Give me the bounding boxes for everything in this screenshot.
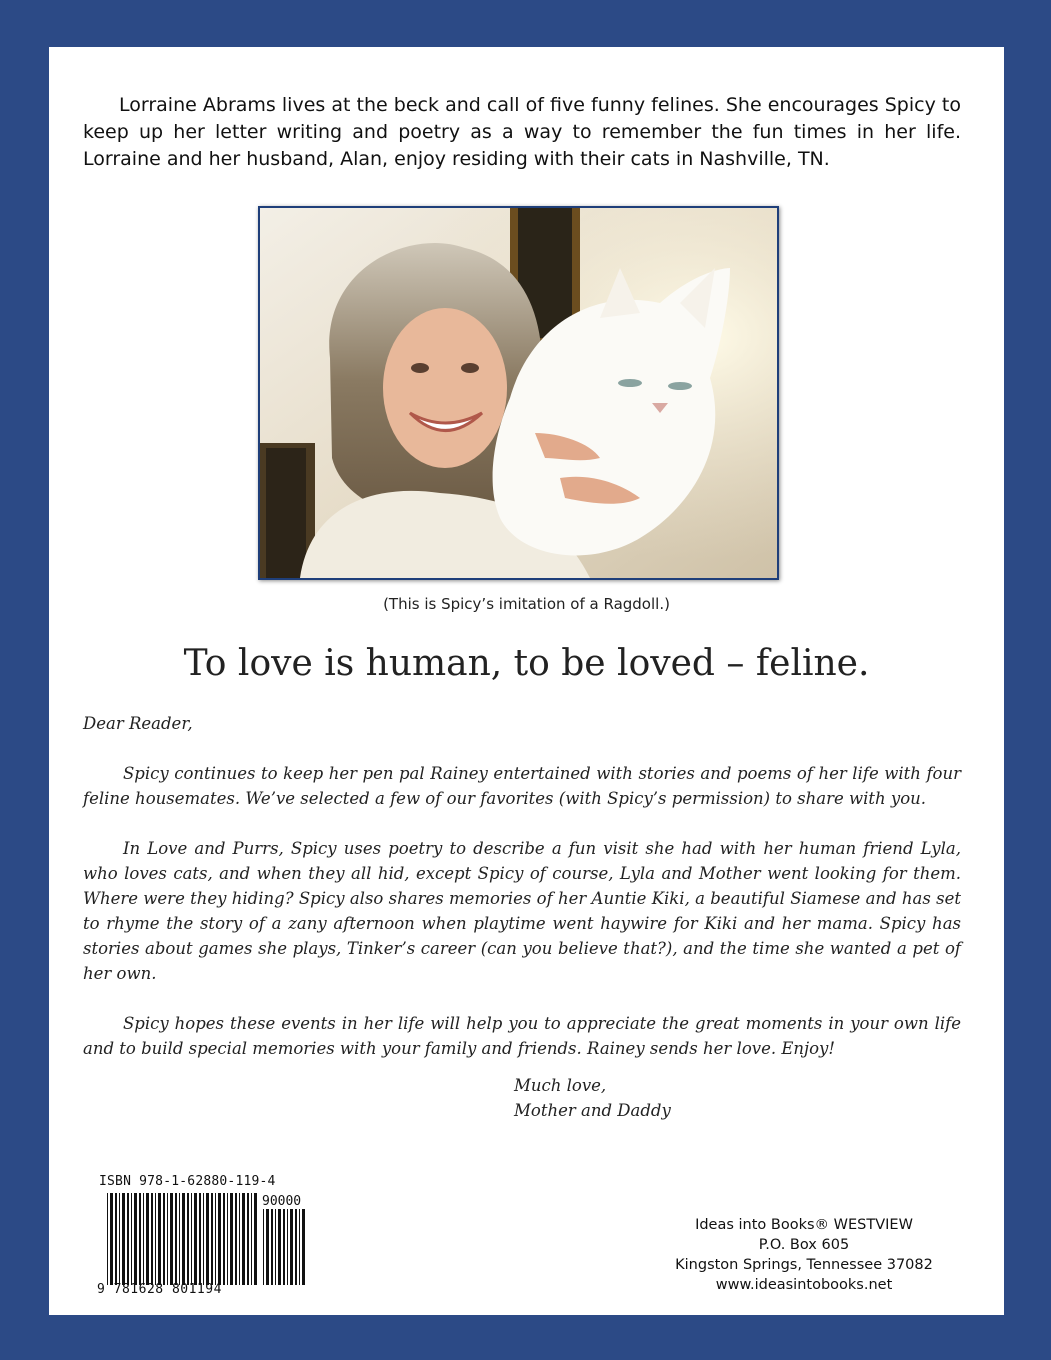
photo-caption: (This is Spicy’s imitation of a Ragdoll.) <box>383 595 670 613</box>
publisher-address-line2: Kingston Springs, Tennessee 37082 <box>675 1257 933 1273</box>
barcode-bar <box>302 1209 305 1285</box>
barcode-bar <box>170 1193 173 1285</box>
barcode-addon-digits: 90000 <box>262 1194 302 1209</box>
barcode-bar <box>215 1193 216 1285</box>
barcode-bar <box>242 1193 245 1285</box>
barcode-bar <box>290 1209 293 1285</box>
letter-salutation: Dear Reader, <box>83 714 193 733</box>
letter-to-reader <box>83 711 961 1086</box>
barcode-bar <box>127 1193 129 1285</box>
barcode-bar <box>110 1193 113 1285</box>
barcode-bar <box>155 1193 156 1285</box>
addon-barcode <box>263 1209 307 1285</box>
author-bio: Lorraine Abrams lives at the beck and call of five funny felines. She encourages Spicy to keep up her letter writing and poetry as a way to remember the fun times in her life. Lorraine and her husband, Alan, enjoy residing with their cats in Nashville, TN. <box>83 94 961 170</box>
author-with-cat-image <box>260 208 777 578</box>
barcode-bar <box>271 1209 273 1285</box>
back-cover-page <box>49 47 1004 1315</box>
letter-signoff <box>514 1073 671 1123</box>
barcode-bar <box>167 1193 168 1285</box>
letter-paragraph: Spicy continues to keep her pen pal Rainey entertained with stories and poems of her life with four feline housemates. We’ve selected a few of our favorites (with Spicy’s permission) to share with you. <box>83 764 961 808</box>
barcode-bar <box>247 1193 249 1285</box>
publisher-name: Ideas into Books® WESTVIEW <box>695 1217 913 1233</box>
barcode-bar <box>227 1193 228 1285</box>
letter-paragraph: Spicy hopes these events in her life will help you to appreciate the great moments in your own life and to build special memories with your family and friends. Rainey sends her love. Enjoy! <box>83 1014 961 1058</box>
barcode-bar <box>119 1193 120 1285</box>
barcode-bar <box>230 1193 233 1285</box>
publisher-address-line1: P.O. Box 605 <box>758 1237 850 1253</box>
barcode-bar <box>163 1193 165 1285</box>
barcode-bar <box>131 1193 132 1285</box>
barcode-bar <box>175 1193 177 1285</box>
letter-signature: Mother and Daddy <box>514 1101 671 1120</box>
barcode-bar <box>295 1209 297 1285</box>
barcode-bar <box>191 1193 192 1285</box>
barcode-bar <box>283 1209 285 1285</box>
barcode-bar <box>139 1193 141 1285</box>
barcode-bar <box>143 1193 144 1285</box>
barcode-bar <box>287 1209 288 1285</box>
letter-closing: Much love, <box>514 1076 607 1095</box>
isbn-label: ISBN 978-1-62880-119-4 <box>99 1174 276 1189</box>
barcode-bar <box>199 1193 201 1285</box>
barcode-bar <box>299 1209 300 1285</box>
barcode-bar <box>158 1193 161 1285</box>
barcode-bar <box>254 1193 257 1285</box>
barcode-bar <box>235 1193 237 1285</box>
barcode-bar <box>278 1209 281 1285</box>
barcode-bar <box>115 1193 117 1285</box>
publisher-info <box>649 1215 959 1295</box>
letter-paragraph: In Love and Purrs, Spicy uses poetry to describe a fun visit she had with her human friend Lyla, who loves cats, and when they all hid, except Spicy of course, Lyla and Mother went looking for them. Where were they hiding? Spicy also shares memories of her Auntie Kiki, a beautiful Siamese and has set to rhyme the story of a zany afternoon when playtime went haywire for Kiki and her mama. Spicy has stories about games she plays, Tinker’s career (can you believe that?), and the time she wanted a pet of her own. <box>83 839 961 983</box>
barcode-bar <box>194 1193 197 1285</box>
barcode-bar <box>251 1193 252 1285</box>
barcode-bar <box>107 1193 108 1285</box>
barcode-bar <box>206 1193 209 1285</box>
barcode-bar <box>151 1193 153 1285</box>
barcode-bar <box>211 1193 213 1285</box>
barcode-bar <box>275 1209 276 1285</box>
barcode-bar <box>203 1193 204 1285</box>
barcode-bar <box>146 1193 149 1285</box>
barcode-bar <box>182 1193 185 1285</box>
barcode-bar <box>266 1209 269 1285</box>
barcode-bar <box>179 1193 180 1285</box>
barcode-bar <box>223 1193 225 1285</box>
tagline: To love is human, to be loved – feline. <box>183 643 870 684</box>
ean-digits: 9 781628 801194 <box>97 1282 222 1297</box>
barcode-bar <box>187 1193 189 1285</box>
author-photo <box>258 206 779 580</box>
barcode-bar <box>122 1193 125 1285</box>
barcode-bar <box>218 1193 221 1285</box>
barcode-bar <box>239 1193 240 1285</box>
barcode-bar <box>263 1209 264 1285</box>
ean-barcode <box>107 1193 259 1285</box>
publisher-website: www.ideasintobooks.net <box>715 1277 893 1293</box>
barcode-bar <box>134 1193 137 1285</box>
